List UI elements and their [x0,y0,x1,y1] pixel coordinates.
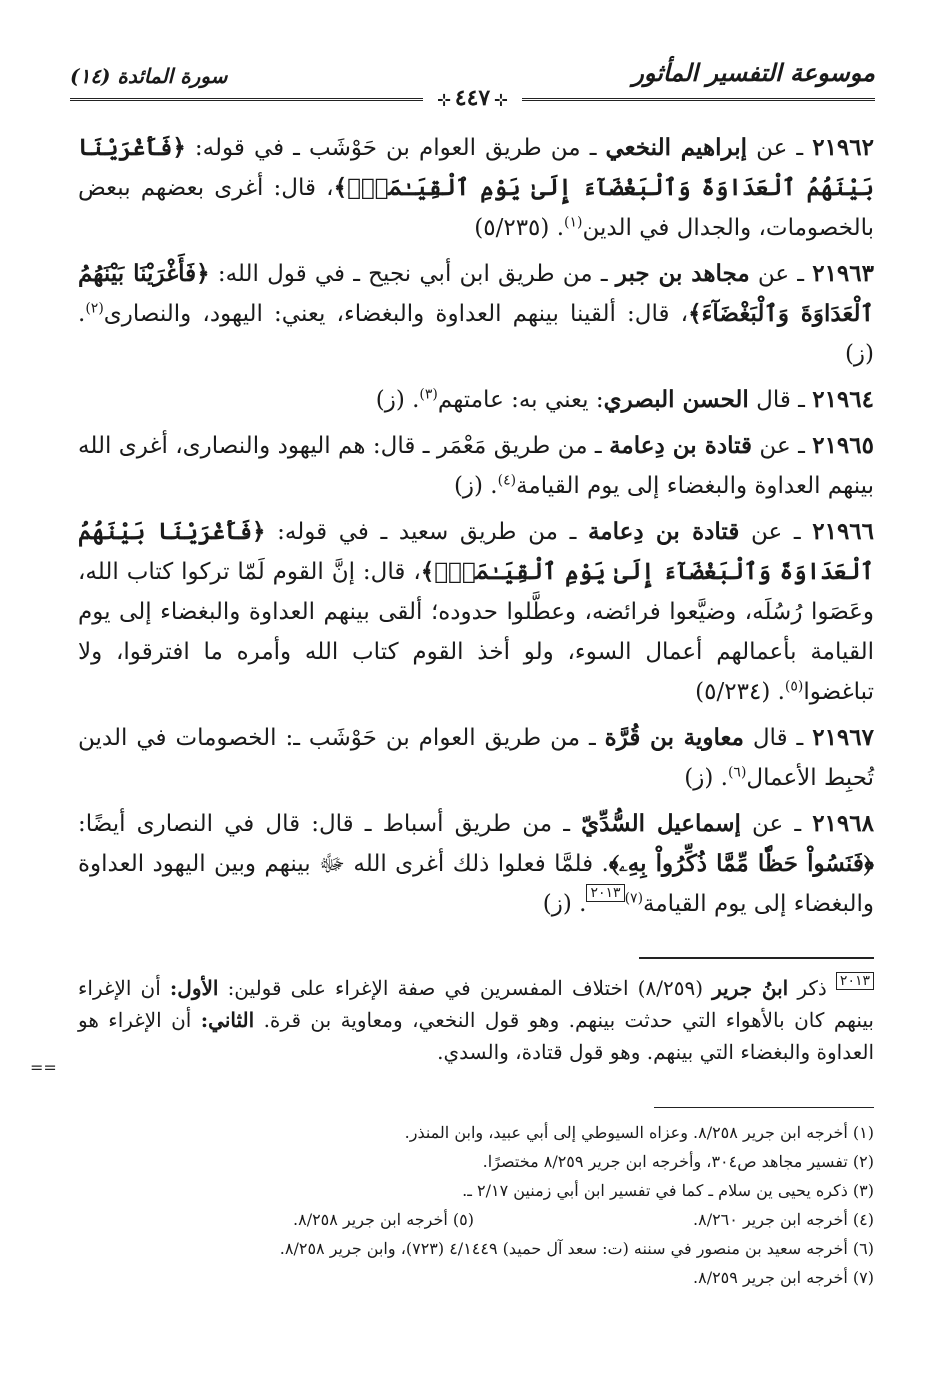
footnote-ref: (٣) [419,386,438,403]
footnote-ref: (١) [564,214,583,231]
narrator-name: إسماعيل السُّدِّيّ [581,810,741,837]
entry-text: ـ عن [752,433,813,459]
footnote-ref: (٧) [624,890,644,907]
entry-21968 [78,804,874,924]
entry-number: ٢١٩٦٣ [812,260,874,287]
entry-21966 [78,512,874,712]
note-second-label: الثاني: [200,1008,255,1032]
footnote-1: (١) أخرجه ابن جرير ٨/٢٥٨. وعزاه السيوطي إلى أبي عبيد، وابن المنذر. [404,1123,874,1142]
entry-text: ـ عن [749,261,813,287]
entry-text: ـ من طريق ابن أبي نجيح ـ في قول الله: [209,261,616,287]
entry-text: ـ من طريق سعيد ـ في قوله: [265,519,588,545]
footnote-7: (٧) أخرجه ابن جرير ٨/٢٥٩. [693,1268,874,1287]
note-text: (٨/٢٥٩) اختلاف المفسرين في صفة الإغراء على قولين: [218,976,713,1000]
entry-source: . (ز) [684,765,728,791]
entry-text: ، قال: ألقينا بينهم العداوة والبغضاء، يعني: اليهود، والنصارى [103,301,689,327]
commentary-separator [639,957,874,959]
entry-number: ٢١٩٦٥ [812,432,874,459]
quran-quote: ﴿فَأَغْرَيْنَا بَيْنَهُمُ ٱلْعَدَاوَةَ وَٱلْبَغْضَآءَ إِلَىٰ يَوْمِ ٱلْقِيَـٰمَةِۚ﴾ [78,518,874,585]
entry-text: . فلمَّا فعلوا ذلك أغرى الله ﷻ بينهم وبين اليهود العداوة والبغضاء إلى يوم القيامة [78,851,874,917]
entry-text: ـ من طريق أسباط ـ قال: قال في النصارى أيضًا: [78,811,582,837]
narrator-name: معاوية بن قُرَّة [604,724,744,751]
continuation-mark: == [30,1058,57,1077]
entry-number: ٢١٩٦٤ [812,386,874,413]
footnote-4: (٤) أخرجه ابن جرير ٨/٢٦٠. [693,1210,874,1229]
narrator-name: الحسن البصري [603,386,749,413]
ornament-right: ⊹ [437,90,451,109]
entry-text: ـ من طريق مَعْمَر ـ قال: هم اليهود والنصارى، أغرى الله بينهم العداوة والبغضاء إلى يوم القيامة [78,433,874,499]
quran-quote: ﴿فَأَغْرَيْنَا بَيْنَهُمُ ٱلْعَدَاوَةَ وَٱلْبَغْضَآءَ إِلَىٰ يَوْمِ ٱلْقِيَـٰمَةِۚ﴾ [78,134,874,201]
entry-text: ـ من طريق العوام بن حَوْشَب ـ: الخصومات في الدين تُحبِط الأعمال [78,725,874,791]
quran-quote: ﴿فَنَسُواْ حَظّٗا مِّمَّا ذُكِّرُواْ بِهِۦ﴾ [608,850,875,877]
note-text: أن الإغراء هو العداوة والبغضاء التي بينهم. وهو قول قتادة، والسدي. [78,1008,874,1064]
surah-label: سورة المائدة (١٤) [70,64,228,88]
entry-number: ٢١٩٦٢ [812,134,874,161]
commentary-ref-box: ٢٠١٣ [586,884,624,902]
footnote-6: (٦) أخرجه سعيد بن منصور في سننه (ت: سعد آل حميد) ٤/١٤٤٩ (٧٢٣)، وابن جرير ٨/٢٥٨. [279,1239,874,1258]
entry-text: ـ عن [739,519,813,545]
footnote-ref: (٢) [85,300,104,317]
narrator-name: قتادة بن دِعامة [587,518,740,545]
entry-21967 [78,718,874,798]
entry-source: . (ز) [375,387,420,413]
entry-text: ـ عن [747,135,813,161]
note-author: ابنُ جرير [712,976,789,1000]
narrator-name: قتادة بن دِعامة [609,432,753,459]
entry-text: : يعني به: عامتهم [437,387,604,413]
entry-source: . (ز) [542,891,587,917]
footnotes [74,1118,874,1292]
commentary-paragraph [78,972,874,1068]
entry-21965 [78,426,874,506]
note-text: أن الإغراء بينهم كان بالأهواء التي حدثت بينهم. وهو قول النخعي، ومعاوية بن قرة. [78,976,874,1032]
footnote-3: (٣) ذكره يحيى ين سلام ـ كما في تفسير ابن أبي زمنين ٢/١٧ ـ. [462,1181,874,1200]
entry-text: ، قال: أغرى بعضهم ببعض بالخصومات، والجدال في الدين [78,175,874,241]
entry-21963 [78,254,874,374]
entry-source: . (٥/٢٣٥) [474,215,565,241]
footnote-ref: (٦) [727,764,747,781]
entry-source: . (ز) [78,301,874,367]
footnote-5: (٥) أخرجه ابن جرير ٨/٢٥٨. [293,1210,474,1229]
page-number-wrap [70,85,875,111]
commentary-note [78,972,874,1068]
entry-text: ـ قال [748,387,813,413]
footnote-ref: (٥) [784,678,804,695]
footnote-2: (٢) تفسير مجاهد ص٣٠٤، وأخرجه ابن جرير ٨/٢٥٩ مختصرًا. [482,1152,874,1171]
note-first-label: الأول: [169,976,219,1000]
footnote-separator [654,1107,874,1108]
entry-21962 [78,128,874,248]
commentary-ref-box: ٢٠١٣ [836,972,874,990]
footnote-row-4-5 [74,1205,874,1234]
narrator-name: إبراهيم النخعي [605,134,747,161]
entry-text: ـ عن [740,811,813,837]
ornament-left: ⊹ [494,90,508,109]
page-header [70,58,875,111]
entry-number: ٢١٩٦٨ [812,810,874,837]
entry-number: ٢١٩٦٧ [812,724,874,751]
entry-text: ـ قال [743,725,813,751]
entry-21964 [78,380,874,420]
narrator-name: مجاهد بن جبر [615,260,750,287]
page-number [423,85,521,111]
main-text [78,128,874,930]
book-title: موسوعة التفسير المأثور [632,58,875,87]
quran-quote: ﴿فَأَغْرَيْنَا بَيْنَهُمُ ٱلْعَدَاوَةَ وَٱلْبَغْضَآءَ﴾ [78,260,874,327]
entry-source: . (ز) [453,473,498,499]
note-text: ذكر [788,976,836,1000]
footnote-ref: (٤) [497,472,517,489]
entry-text: ـ من طريق العوام بن حَوْشَب ـ في قوله: [185,135,606,161]
entry-source: . (٥/٢٣٤) [695,679,785,705]
entry-text: ، قال: إنَّ القوم لَمّا تركوا كتاب الله، وعَصَوا رُسُلَه، وضيَّعوا فرائضه، وعطَّلوا حدوده؛ ألقى بينهم العداوة والبغضاء إلى يوم القيامة بأعمالهم أعمال السوء، ولو أخذ القوم كتاب الله وأمره ما افترقوا، ولا تباغضوا [78,559,874,705]
page-number-text: ٤٤٧ [454,85,491,111]
entry-number: ٢١٩٦٦ [812,518,875,545]
